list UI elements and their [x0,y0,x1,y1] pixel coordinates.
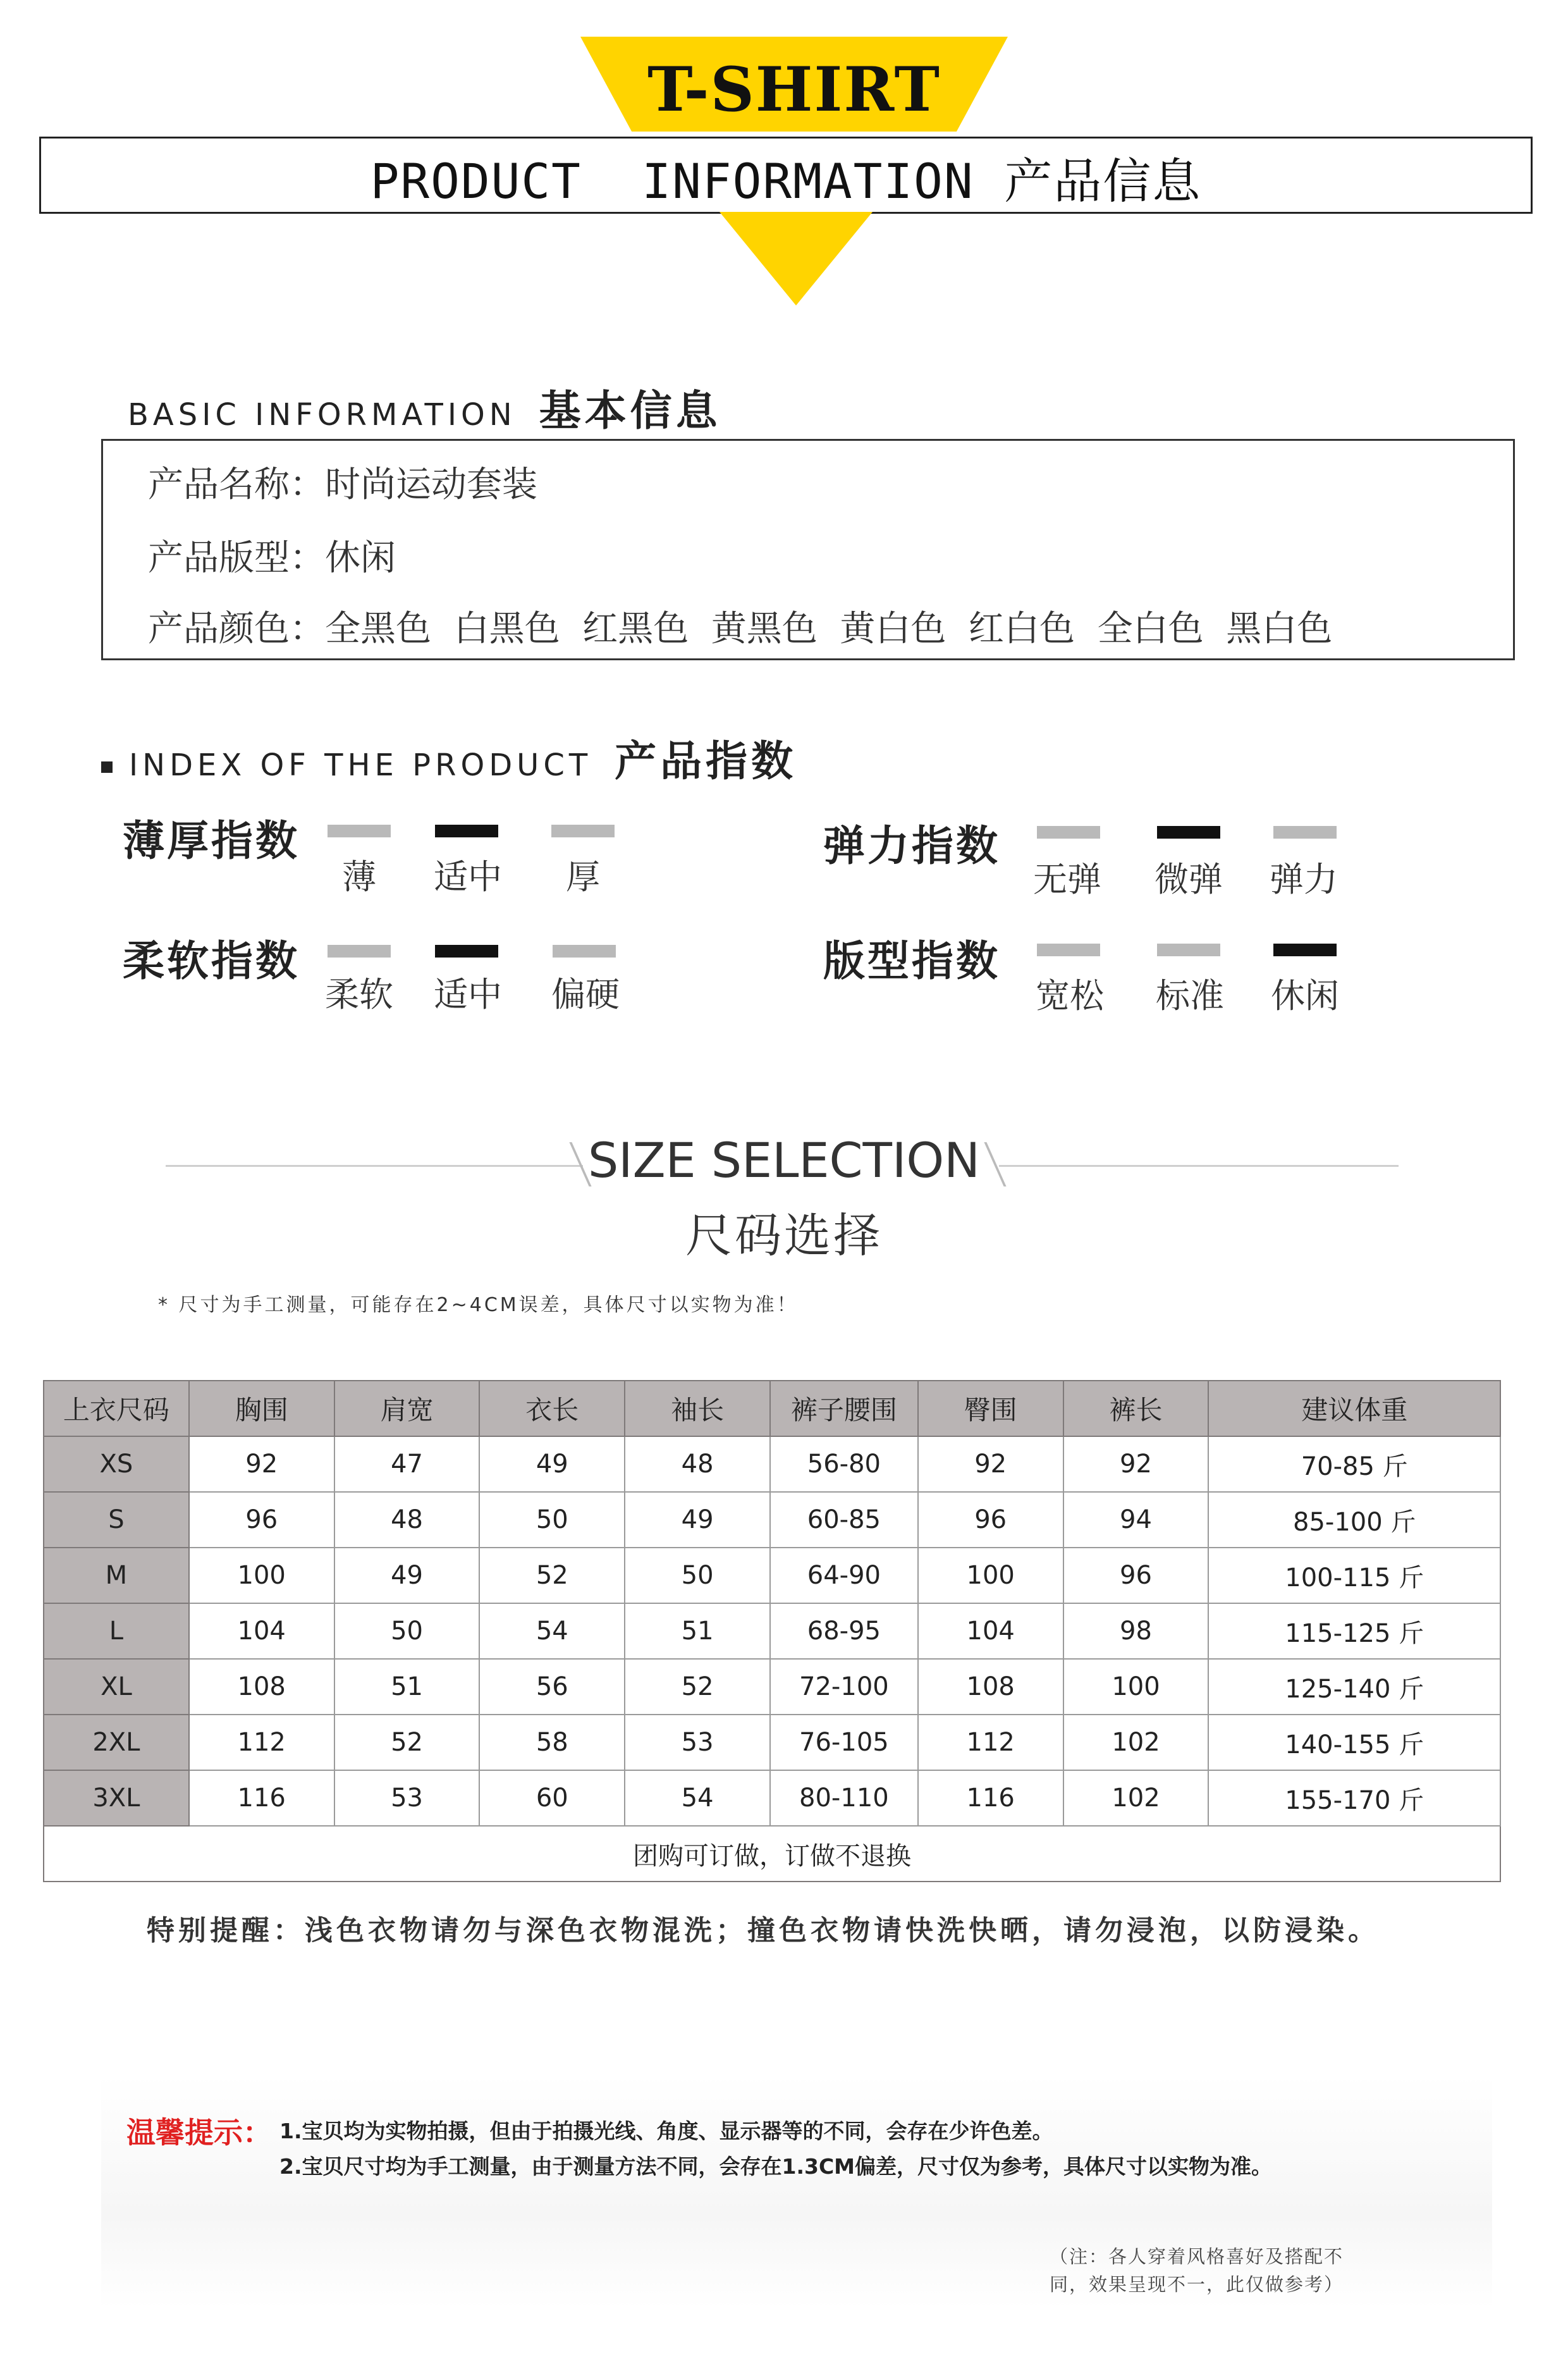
header-sleeve: 袖长 [625,1381,770,1436]
table-cell: 98 [1063,1603,1209,1659]
table-cell: 50 [625,1548,770,1603]
table-cell: 51 [625,1603,770,1659]
softness-bar-medium [435,945,498,958]
table-row [44,1436,1500,1492]
table-cell: 60-85 [770,1492,918,1548]
tips-line-1: 1.宝贝均为实物拍摄，但由于拍摄光线、角度、显示器等的不同，会存在少许色差。 [279,2119,1053,2143]
fit-option-loose: 宽松 [1036,976,1104,1016]
bullet-square-icon [101,761,113,773]
tshirt-badge: T-SHIRT [647,54,941,125]
table-row [44,1715,1500,1770]
header-pants-length: 裤长 [1063,1381,1209,1436]
basic-info-heading-en: BASIC INFORMATION [128,397,517,433]
product-colors: 产品颜色：全黑色 白黑色 红黑色 黄黑色 黄白色 红白色 全白色 黑白色 [148,608,1333,650]
table-cell: 64-90 [770,1548,918,1603]
softness-bar-soft [328,945,391,958]
table-cell: 108 [918,1659,1063,1715]
table-cell: 125-140 斤 [1208,1659,1500,1715]
table-cell: 51 [334,1659,480,1715]
table-cell: 56 [479,1659,625,1715]
table-cell: 102 [1063,1770,1209,1826]
size-table-header [44,1381,1500,1436]
style-note-line-2: 同，效果呈现不一，此仅做参考） [1050,2274,1344,2295]
table-cell: 56-80 [770,1436,918,1492]
header-yellow-arrow [720,212,873,305]
table-cell: 112 [189,1715,334,1770]
measurement-note: * 尺寸为手工测量，可能存在2~4CM误差，具体尺寸以实物为准！ [158,1294,799,1316]
table-cell: 92 [918,1436,1063,1492]
table-cell: 155-170 斤 [1208,1770,1500,1826]
table-cell: 52 [334,1715,480,1770]
index-heading-cn: 产品指数 [615,737,797,785]
size-selection-title-en: SIZE SELECTION [587,1132,981,1188]
fit-option-standard: 标准 [1156,976,1224,1016]
table-cell: 54 [625,1770,770,1826]
thickness-bar-thin [328,825,391,837]
table-cell: 85-100 斤 [1208,1492,1500,1548]
table-cell: 96 [918,1492,1063,1548]
softness-index-label: 柔软指数 [123,937,300,985]
thickness-option-thick: 厚 [566,857,600,897]
tips-label: 温馨提示： [126,2116,272,2150]
thickness-bar-medium [435,825,498,837]
header-shoulder: 肩宽 [334,1381,480,1436]
header-chest: 胸围 [189,1381,334,1436]
table-row [44,1492,1500,1548]
fit-index-label: 版型指数 [823,937,1000,985]
table-row [44,1603,1500,1659]
softness-option-stiff: 偏硬 [551,975,620,1014]
index-heading [101,727,797,787]
table-row [44,1659,1500,1715]
table-cell: 92 [189,1436,334,1492]
table-cell: 140-155 斤 [1208,1715,1500,1770]
size-label: 2XL [44,1715,189,1770]
product-info-title: PRODUCT INFORMATION 产品信息 [370,153,1202,209]
table-cell: 72-100 [770,1659,918,1715]
thickness-bar-thick [551,825,615,837]
product-name: 产品名称：时尚运动套装 [148,464,537,505]
table-cell: 104 [918,1603,1063,1659]
basic-info-heading [128,377,721,437]
table-cell: 100 [918,1548,1063,1603]
style-note-line-1: （注：各人穿着风格喜好及搭配不 [1050,2246,1344,2267]
table-cell: 52 [625,1659,770,1715]
table-cell: 48 [334,1492,480,1548]
table-cell: 48 [625,1436,770,1492]
table-cell: 112 [918,1715,1063,1770]
elasticity-option-elastic: 弹力 [1270,859,1338,899]
fit-bar-loose [1037,944,1100,956]
thickness-option-thin: 薄 [342,857,376,897]
table-cell: 60 [479,1770,625,1826]
washing-warning: 特别提醒：浅色衣物请勿与深色衣物混洗；撞色衣物请快洗快晒，请勿浸泡，以防浸染。 [147,1914,1380,1947]
size-label: S [44,1492,189,1548]
size-table [43,1380,1501,1882]
table-cell: 108 [189,1659,334,1715]
custom-order-note: 团购可订做，订做不退换 [44,1826,1500,1882]
fit-bar-standard [1157,944,1220,956]
table-row [44,1770,1500,1826]
table-cell: 94 [1063,1492,1209,1548]
size-label: M [44,1548,189,1603]
table-cell: 70-85 斤 [1208,1436,1500,1492]
table-cell: 50 [334,1603,480,1659]
table-cell: 92 [1063,1436,1209,1492]
table-cell: 53 [334,1770,480,1826]
size-selection-title-cn: 尺码选择 [685,1209,883,1263]
table-cell: 68-95 [770,1603,918,1659]
table-cell: 76-105 [770,1715,918,1770]
table-cell: 116 [918,1770,1063,1826]
thickness-index-label: 薄厚指数 [123,816,300,865]
table-cell: 96 [189,1492,334,1548]
index-heading-en: INDEX OF THE PRODUCT [129,748,592,783]
softness-bar-stiff [553,945,616,958]
fit-option-casual: 休闲 [1271,976,1339,1016]
table-cell: 116 [189,1770,334,1826]
size-label: XL [44,1659,189,1715]
elasticity-bar-none [1037,826,1100,839]
size-table-footer [44,1826,1500,1882]
elasticity-bar-slight [1157,826,1220,839]
header-hip: 臀围 [918,1381,1063,1436]
size-label: 3XL [44,1770,189,1826]
table-cell: 49 [479,1436,625,1492]
header-length: 衣长 [479,1381,625,1436]
thickness-option-medium: 适中 [434,857,502,897]
table-cell: 96 [1063,1548,1209,1603]
table-cell: 100 [189,1548,334,1603]
table-cell: 53 [625,1715,770,1770]
elasticity-bar-elastic [1273,826,1337,839]
table-cell: 80-110 [770,1770,918,1826]
elasticity-option-none: 无弹 [1033,859,1101,899]
table-cell: 100 [1063,1659,1209,1715]
header-waist: 裤子腰围 [770,1381,918,1436]
fit-bar-casual [1273,944,1337,956]
softness-option-medium: 适中 [434,975,502,1014]
table-row [44,1548,1500,1603]
tips-line-2: 2.宝贝尺寸均为手工测量，由于测量方法不同，会存在1.3CM偏差，尺寸仅为参考，具体尺寸以实物为准。 [279,2154,1273,2179]
header-top-size: 上衣尺码 [44,1381,189,1436]
table-cell: 104 [189,1603,334,1659]
header-weight: 建议体重 [1208,1381,1500,1436]
table-cell: 50 [479,1492,625,1548]
table-cell: 47 [334,1436,480,1492]
product-fit: 产品版型：休闲 [148,538,396,579]
table-cell: 52 [479,1548,625,1603]
table-cell: 115-125 斤 [1208,1603,1500,1659]
softness-option-soft: 柔软 [325,975,393,1014]
table-cell: 100-115 斤 [1208,1548,1500,1603]
table-cell: 54 [479,1603,625,1659]
elasticity-option-slight: 微弹 [1155,859,1223,899]
basic-info-heading-cn: 基本信息 [539,386,721,435]
table-cell: 49 [625,1492,770,1548]
table-cell: 102 [1063,1715,1209,1770]
elasticity-index-label: 弹力指数 [823,822,1000,870]
table-cell: 58 [479,1715,625,1770]
size-label: L [44,1603,189,1659]
table-cell: 49 [334,1548,480,1603]
size-label: XS [44,1436,189,1492]
